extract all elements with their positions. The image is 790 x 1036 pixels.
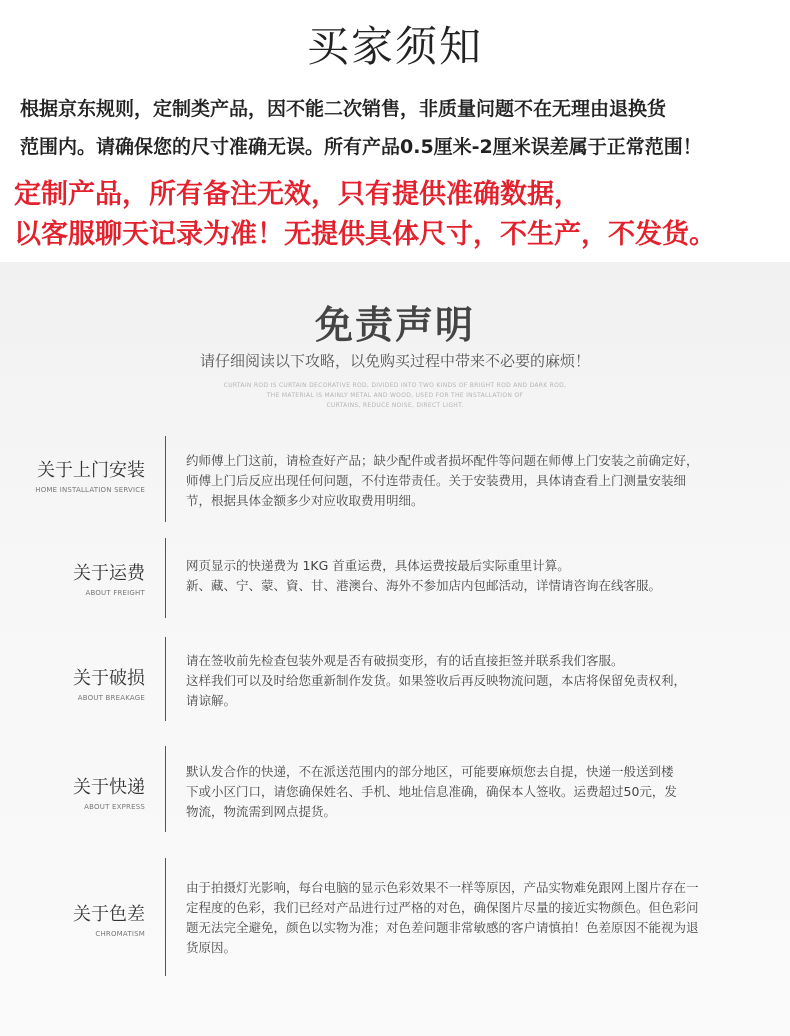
section-line: 新、藏、宁、蒙、資、甘、港澳台、海外不参加店内包邮活动，详情请咨询在线客服。 [186,578,662,593]
section-divider [165,436,166,522]
section-heading [73,664,145,702]
section-body [186,762,776,822]
section-body [186,451,776,511]
notice-line: 根据京东规则，定制类产品，因不能二次销售，非质量问题不在无理由退换货 [20,98,667,120]
section-line: 这样我们可以及时给您重新制作发货。如果签收后再反映物流问题，本店将保留免责权利， [186,673,687,688]
section-line: 定程度的色彩，我们已经对产品进行过严格的对色，确保图片尽量的接近实物颜色。但色彩问 [186,900,699,915]
section-line: 货原因。 [186,940,237,955]
section-line: 题无法完全避免，颜色以实物为准；对色差问题非常敏感的客户请慎拍！色差原因不能视为退 [186,920,699,935]
section-heading [73,900,145,938]
disclaimer-english [180,381,610,411]
section-line: 请谅解。 [186,693,237,708]
notice-title: 买家须知 [306,22,483,71]
notice-warning: 以客服聊天记录为准！无提供具体尺寸，不生产，不发货。 [14,219,716,250]
section-heading [73,559,145,597]
section-title: 关于破损 [73,668,145,689]
section-title: 关于上门安装 [37,460,145,481]
english-line: CURTAIN ROD IS CURTAIN DECORATIVE ROD, DIVIDED INTO TWO KINDS OF BRIGHT ROD AND DARK ROD, [223,382,567,389]
section-divider [165,858,166,976]
english-line: THE MATERIAL IS MAINLY METAL AND WOOD, USED FOR THE INSTALLATION OF [266,392,524,399]
section-body [186,651,776,711]
section-express [0,746,790,836]
disclaimer-subtitle: 请仔细阅读以下攻略，以免购买过程中带来不必要的麻烦！ [199,352,590,370]
section-installation [0,436,790,526]
section-line: 默认发合作的快递，不在派送范围内的部分地区，可能要麻烦您去自提，快递一般送到楼 [186,764,674,779]
section-english: HOME INSTALLATION SERVICE [35,486,145,494]
section-divider [165,637,166,721]
section-line: 请在签收前先检查包装外观是否有破损变形，有的话直接拒签并联系我们客服。 [186,653,624,668]
section-breakage [0,637,790,727]
section-heading [35,456,145,494]
section-line: 约师傅上门这前，请检查好产品；缺少配件或者损坏配件等问题在师傅上门安装之前确定好， [186,453,699,468]
section-freight [0,538,790,618]
notice-line: 范围内。请确保您的尺寸准确无误。所有产品0.5厘米-2厘米误差属于正常范围！ [20,136,702,158]
section-title: 关于运费 [73,563,145,584]
section-english: ABOUT FREIGHT [85,589,145,597]
section-body [186,878,776,958]
section-line: 网页显示的快递费为 1KG 首重运费，具体运费按最后实际重里计算。 [186,558,570,573]
section-line: 下或小区门口，请您确保姓名、手机、地址信息准确，确保本人签收。运费超过50元，发 [186,784,677,799]
section-english: CHROMATISM [95,930,145,938]
section-chromatism [0,858,790,978]
buyer-notice [0,0,790,262]
english-line: CURTAINS, REDUCE NOISE, DIRECT LIGHT. [326,402,464,409]
notice-warning: 定制产品，所有备注无效，只有提供准确数据， [14,179,581,210]
section-divider [165,746,166,832]
section-english: ABOUT EXPRESS [84,803,145,811]
section-line: 节，根据具体金额多少对应收取费用明细。 [186,493,424,508]
section-heading [73,773,145,811]
disclaimer [0,262,790,1036]
disclaimer-title: 免责声明 [314,303,475,347]
section-line: 物流，物流需到网点提货。 [186,804,337,819]
section-line: 师傅上门后反应出现任何问题，不付连带责任。关于安装费用，具体请查看上门测量安装细 [186,473,687,488]
section-line: 由于拍摄灯光影响，每台电脑的显示色彩效果不一样等原因，产品实物难免跟网上图片存在一 [186,880,699,895]
section-body [186,556,776,596]
section-title: 关于色差 [73,904,145,925]
section-divider [165,538,166,618]
section-english: ABOUT BREAKAGE [77,694,145,702]
section-title: 关于快递 [73,777,145,798]
